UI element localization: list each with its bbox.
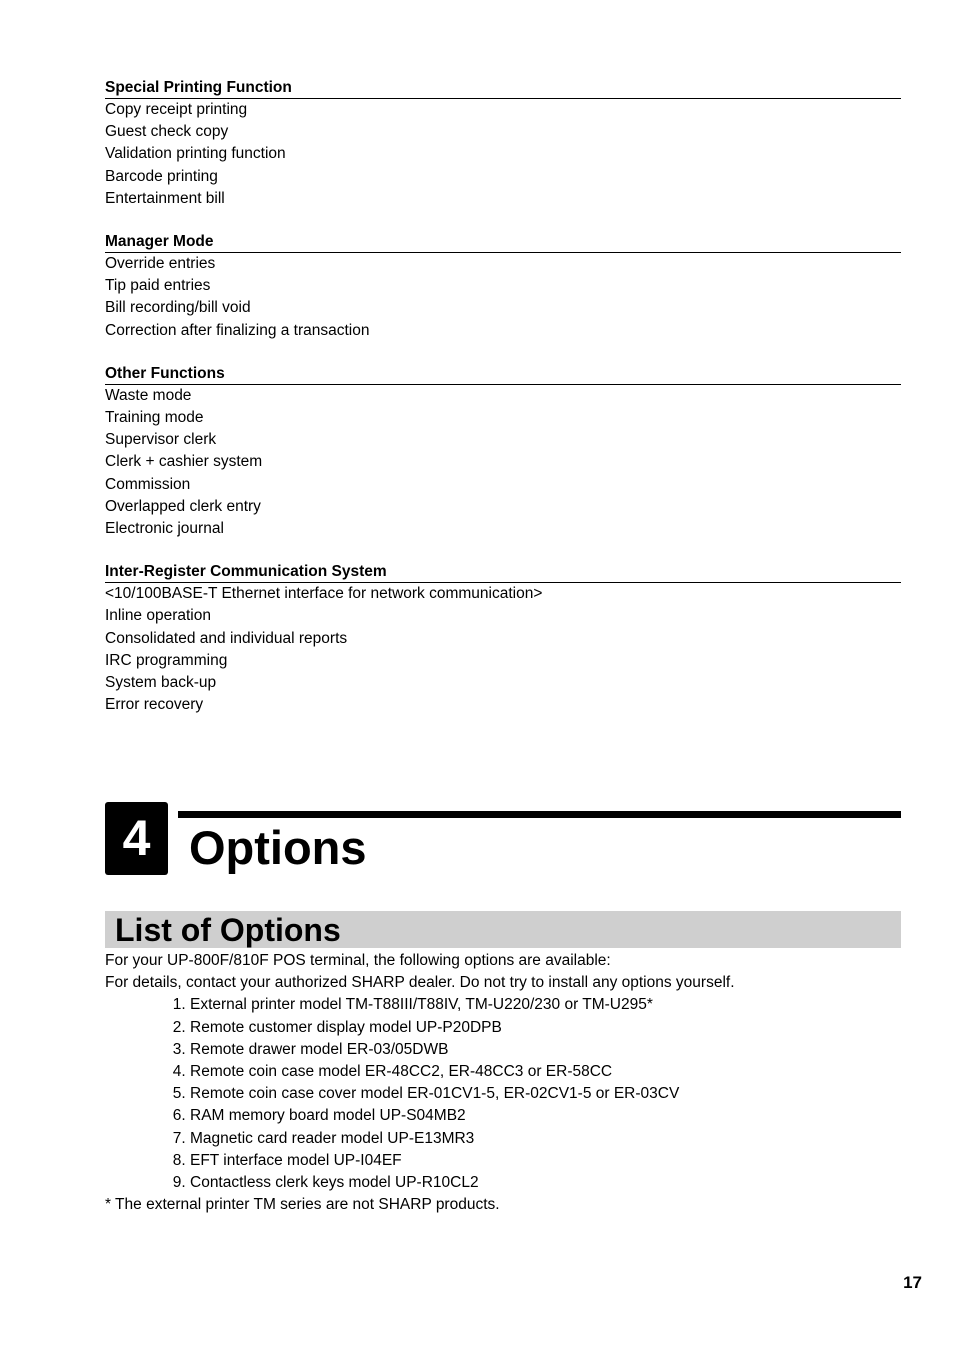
list-item: Bill recording/bill void [105,299,251,317]
list-item: Waste mode [105,386,192,404]
list-of-options-heading: List of Options [115,912,341,948]
chapter-rule [178,811,901,818]
list-item: System back-up [105,674,217,692]
chapter-number-badge: 4 [105,802,168,875]
list-item: Supervisor clerk [105,431,217,449]
list-item: Tip paid entries [105,277,211,295]
list-item: Clerk + cashier system [105,453,263,471]
option-item: 3. Remote drawer model ER-03/05DWB [190,1039,901,1061]
section-list [105,385,901,540]
option-item: 7. Magnetic card reader model UP-E13MR3 [190,1128,901,1150]
list-item: Guest check copy [105,123,229,141]
list-item: Correction after finalizing a transaction [105,321,370,339]
list-item: Overlapped clerk entry [105,497,261,515]
list-item: Copy receipt printing [105,101,248,118]
options-list [105,994,901,1194]
list-item: Barcode printing [105,167,218,185]
chapter-header [105,802,901,876]
list-item: <10/100BASE-T Ethernet interface for network communication> [105,585,543,603]
options-intro-2: For details, contact your authorized SHARP dealer. Do not try to install any options yourself. [105,974,735,992]
option-item: 9. Contactless clerk keys model UP-R10CL2 [190,1172,901,1194]
section-title: Manager Mode [105,232,901,253]
section-manager-mode [105,232,901,342]
section-title: Inter-Register Communication System [105,562,901,583]
option-item: 4. Remote coin case model ER-48CC2, ER-48CC3 or ER-58CC [190,1061,901,1083]
page-number: 17 [903,1273,922,1292]
list-item: Electronic journal [105,520,224,538]
option-item: 2. Remote customer display model UP-P20DPB [190,1017,901,1039]
list-item: Error recovery [105,696,204,714]
option-item: 8. EFT interface model UP-I04EF [190,1150,901,1172]
list-item: Entertainment bill [105,189,225,207]
section-special-printing [105,78,901,210]
section-list [105,99,901,210]
list-item: Inline operation [105,607,211,625]
list-item: Training mode [105,409,204,427]
section-irc-system [105,562,901,716]
option-item: 1. External printer model TM-T88III/T88IV, TM-U220/230 or TM-U295* [190,994,901,1016]
section-list [105,253,901,342]
section-other-functions [105,364,901,540]
options-content [105,950,901,1216]
section-title: Special Printing Function [105,78,901,99]
list-item: Consolidated and individual reports [105,629,348,647]
list-item: Validation printing function [105,145,286,163]
options-footnote: * The external printer TM series are not SHARP products. [105,1196,500,1214]
options-intro-1: For your UP-800F/810F POS terminal, the following options are available: [105,952,611,969]
option-item: 6. RAM memory board model UP-S04MB2 [190,1105,901,1127]
list-of-options-heading-bar [105,911,901,948]
list-item: IRC programming [105,651,228,669]
option-item: 5. Remote coin case cover model ER-01CV1-5, ER-02CV1-5 or ER-03CV [190,1083,901,1105]
section-title: Other Functions [105,364,901,385]
section-list [105,583,901,716]
chapter-title: Options [189,821,367,874]
feature-sections [105,78,901,738]
list-item: Commission [105,475,191,493]
list-item: Override entries [105,255,216,273]
